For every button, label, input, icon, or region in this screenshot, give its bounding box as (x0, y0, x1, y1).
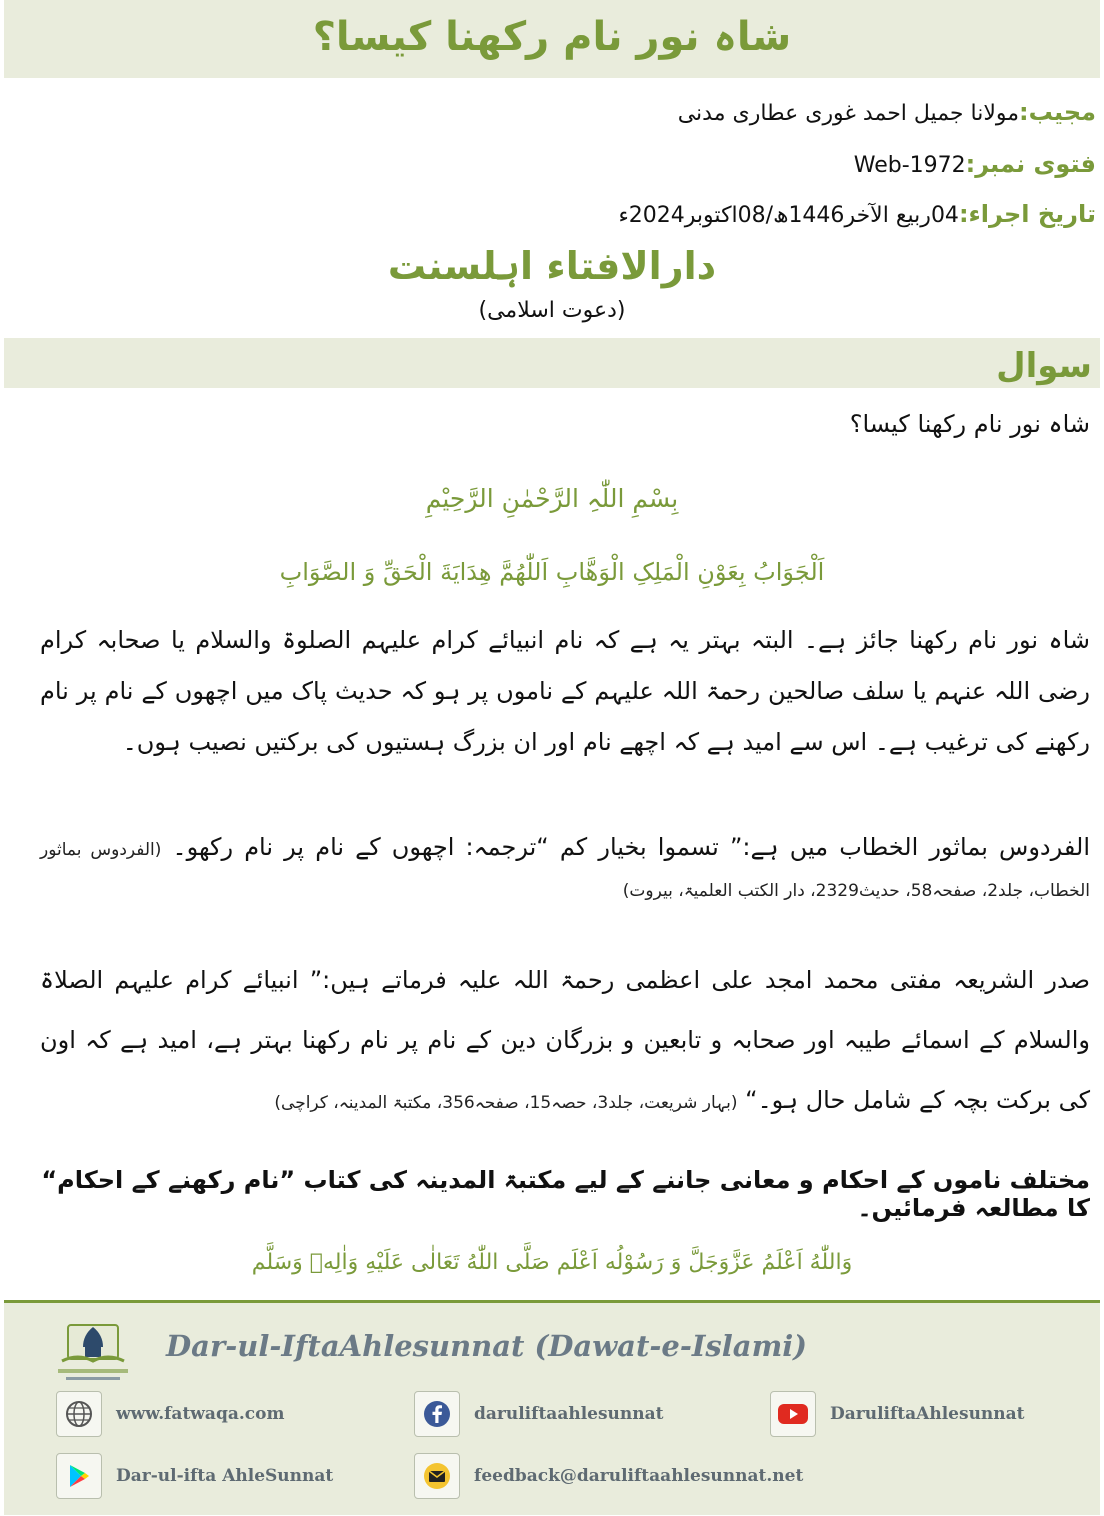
website-link[interactable] (56, 1391, 284, 1437)
mujeeb-row (678, 98, 1096, 126)
answer-opening: اَلْجَوَابُ بِعَوْنِ الْمَلِکِ الْوَهَّابِ اَللّٰهُمَّ هِدَایَةَ الْحَقِّ وَ الصَّوَابِ (279, 558, 825, 586)
footer-title: Dar-ul-IftaAhlesunnat (Dawat-e-Islami) (166, 1329, 807, 1363)
email-text: feedback@daruliftaahlesunnat.net (474, 1466, 804, 1486)
playstore-link[interactable] (56, 1453, 333, 1499)
closing-phrase: وَاللّٰهُ اَعْلَمُ عَزَّوَجَلَّ وَ رَسُوْلُه اَعْلَم صَلَّی اللّٰهُ تَعَالٰی عَلَیْهِ وَاٰلِهٖ وَسَلَّم (251, 1250, 853, 1275)
google-play-icon (56, 1453, 102, 1499)
youtube-icon (770, 1391, 816, 1437)
footer (4, 1300, 1100, 1515)
issue-date-value: 04ربیع الآخر1446ھ/08اکتوبر2024ء (618, 203, 959, 228)
email-link[interactable] (414, 1453, 803, 1499)
fatwa-number-value: Web-1972 (853, 153, 966, 178)
paragraph-3-text: صدر الشریعہ مفتی محمد امجد علی اعظمی رحمۃ اللہ علیہ فرماتے ہیں:” انبیائے کرام علیہم الصلاۃ والسلام کے اسمائے طیبہ اور صحابہ و تابعین و بزرگان دین کے نام پر نام رکھنا بہتر ہے، امید ہے کہ اون کی برکت بچہ کے شامل حال ہو۔“ (40, 966, 1090, 1114)
fatwa-number-row (854, 150, 1096, 178)
institution-sub: (دعوت اسلامی) (478, 298, 626, 323)
fatwa-number-label: فتوی نمبر: (965, 150, 1096, 178)
header-band (4, 0, 1100, 78)
question-band (4, 338, 1100, 388)
globe-icon (56, 1391, 102, 1437)
book-note: مختلف ناموں کے احکام و معانی جاننے کے لیے مکتبۃ المدینہ کی کتاب ”نام رکھنے کے احکام“ کا مطالعہ فرمائیں۔ (41, 1166, 1090, 1222)
paragraph-2-reference: (الفردوس بماثور الخطاب، جلد2، صفحہ58، حدیث2329، دار الکتب العلمیۃ، بیروت) (40, 840, 1090, 901)
youtube-text: DaruliftaAhlesunnat (830, 1404, 1025, 1424)
question-heading: سوال (996, 346, 1092, 386)
paragraph-3-reference: (بہار شریعت، جلد3، حصہ15، صفحہ356، مکتبۃ المدینہ، کراچی) (274, 1093, 738, 1113)
bismillah: بِسْمِ اللّٰہِ الرَّحْمٰنِ الرَّحِیْمِ (425, 484, 679, 513)
feedback-mail-icon (414, 1453, 460, 1499)
website-text: www.fatwaqa.com (116, 1404, 285, 1424)
youtube-link[interactable] (770, 1391, 1025, 1437)
mujeeb-label: مجیب: (1019, 98, 1096, 126)
issue-date-label: تاریخ اجراء: (958, 200, 1096, 228)
mujeeb-value: مولانا جمیل احمد غوری عطاری مدنی (677, 101, 1020, 126)
institution-name: دارالافتاء اہلسنت (387, 244, 717, 288)
answer-paragraph-2 (40, 828, 1090, 910)
playstore-text: Dar-ul-ifta AhleSunnat (116, 1466, 334, 1486)
paragraph-2-text: الفردوس بماثور الخطاب میں ہے:” تسموا بخیار کم “ترجمہ: اچھوں کے نام پر نام رکھو۔ (172, 833, 1090, 861)
issue-date-row (618, 200, 1096, 228)
question-text: شاہ نور نام رکھنا کیسا؟ (849, 410, 1090, 438)
daruliftaa-logo-icon (48, 1317, 138, 1387)
page-title: شاہ نور نام رکھنا کیسا؟ (312, 14, 792, 60)
answer-paragraph-1: شاہ نور نام رکھنا جائز ہے۔ البتہ بہتر یہ ہے کہ نام انبیائے کرام علیہم الصلوۃ والسلام یا صحابہ کرام رضی اللہ عنہم یا سلف صالحین رحمۃ اللہ علیہم کے ناموں پر ہو کہ حدیث پاک میں اچھوں کے نام پر نام رکھنے کی ترغیب ہے۔ اس سے امید ہے کہ اچھے نام اور ان بزرگ ہستیوں کی برکتیں نصیب ہوں۔ (40, 626, 1090, 756)
facebook-text: daruliftaahlesunnat (474, 1404, 664, 1424)
facebook-icon (414, 1391, 460, 1437)
facebook-link[interactable] (414, 1391, 663, 1437)
answer-paragraph-3 (40, 950, 1090, 1133)
